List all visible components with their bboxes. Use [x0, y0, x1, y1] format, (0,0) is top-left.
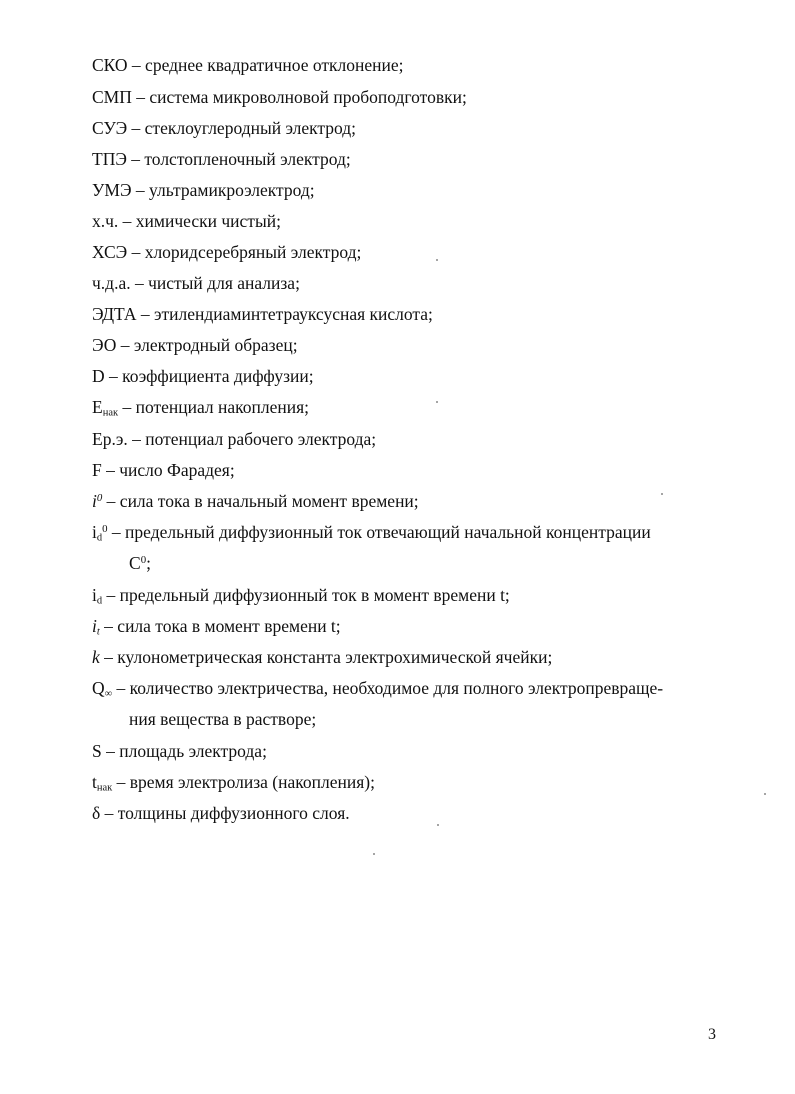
scan-speck	[373, 853, 375, 855]
abbreviation-entry: ХСЭ – хлоридсеребряный электрод;	[92, 242, 362, 262]
definition: – сила тока в момент времени t;	[99, 616, 341, 636]
scan-speck	[436, 401, 438, 403]
page-number: 3	[708, 1026, 716, 1043]
symbol-subscript: ∞	[104, 688, 113, 700]
symbol-superscript: 0	[96, 492, 103, 505]
symbol-superscript: 0	[102, 523, 108, 536]
symbol-entry-continuation: ния вещества в растворе;	[129, 709, 317, 729]
definition: – сила тока в начальный момент времени;	[102, 491, 419, 511]
symbol-entry	[92, 396, 735, 418]
abbreviation-entry: Ер.э. – потенциал рабочего электрода;	[92, 429, 377, 449]
symbol-entry	[92, 615, 735, 637]
symbol: i	[92, 585, 97, 605]
abbreviation-entry: ТПЭ – толстопленочный электрод;	[92, 149, 351, 169]
symbol-entry	[92, 646, 735, 668]
symbol: C	[129, 553, 141, 573]
definition: – предельный диффузионный ток отвечающий начальной концентрации	[107, 522, 651, 542]
abbreviation-entry: СМП – система микроволновой пробоподготовки;	[92, 87, 467, 107]
abbreviation-entry: СУЭ – стеклоуглеродный электрод;	[92, 118, 357, 138]
abbreviation-entry: F – число Фарадея;	[92, 460, 235, 480]
symbol-superscript: 0	[140, 554, 147, 567]
symbol: t	[92, 772, 97, 792]
symbol-subscript: d	[96, 532, 103, 544]
abbreviation-entry: ЭО – электродный образец;	[92, 335, 298, 355]
abbreviation-entry: х.ч. – химически чистый;	[92, 211, 281, 231]
scan-speck	[764, 793, 766, 795]
symbol: k	[92, 647, 100, 667]
definition: ;	[146, 553, 151, 573]
definition: – предельный диффузионный ток в момент времени t;	[102, 585, 510, 605]
symbol: i	[92, 522, 97, 542]
abbreviation-entry: δ – толщины диффузионного слоя.	[92, 803, 350, 823]
symbol-subscript: нак	[96, 782, 113, 794]
symbol: Q	[92, 678, 105, 698]
symbol-subscript: t	[96, 626, 100, 638]
abbreviation-entry: УМЭ – ультрамикроэлектрод;	[92, 180, 315, 200]
symbol-entry	[92, 771, 735, 793]
symbol: i	[92, 616, 97, 636]
definition: – количество электричества, необходимое для полного электропревраще-	[112, 678, 664, 698]
abbreviation-entry: СКО – среднее квадратичное отклонение;	[92, 55, 404, 75]
symbol-entry	[92, 584, 735, 606]
symbol-subscript: нак	[102, 407, 119, 419]
symbol: E	[92, 397, 103, 417]
symbol-subscript: d	[96, 595, 103, 607]
symbol-entry	[92, 677, 735, 699]
abbreviation-entry: ЭДТА – этилендиаминтетрауксусная кислота;	[92, 304, 433, 324]
abbreviation-entry: ч.д.а. – чистый для анализа;	[92, 273, 300, 293]
abbreviation-entry: D – коэффициента диффузии;	[92, 366, 314, 386]
scan-speck	[661, 493, 663, 495]
symbol: i	[92, 491, 97, 511]
definition: – потенциал накопления;	[118, 397, 310, 417]
scan-speck	[436, 259, 438, 261]
abbreviation-entry: S – площадь электрода;	[92, 741, 267, 761]
symbol-entry	[92, 521, 735, 543]
definition: – время электролиза (накопления);	[112, 772, 375, 792]
symbol-entry	[92, 490, 735, 512]
definition: – кулонометрическая константа электрохимической ячейки;	[99, 647, 553, 667]
scan-speck	[437, 824, 439, 826]
symbol-entry-continuation	[129, 552, 735, 574]
